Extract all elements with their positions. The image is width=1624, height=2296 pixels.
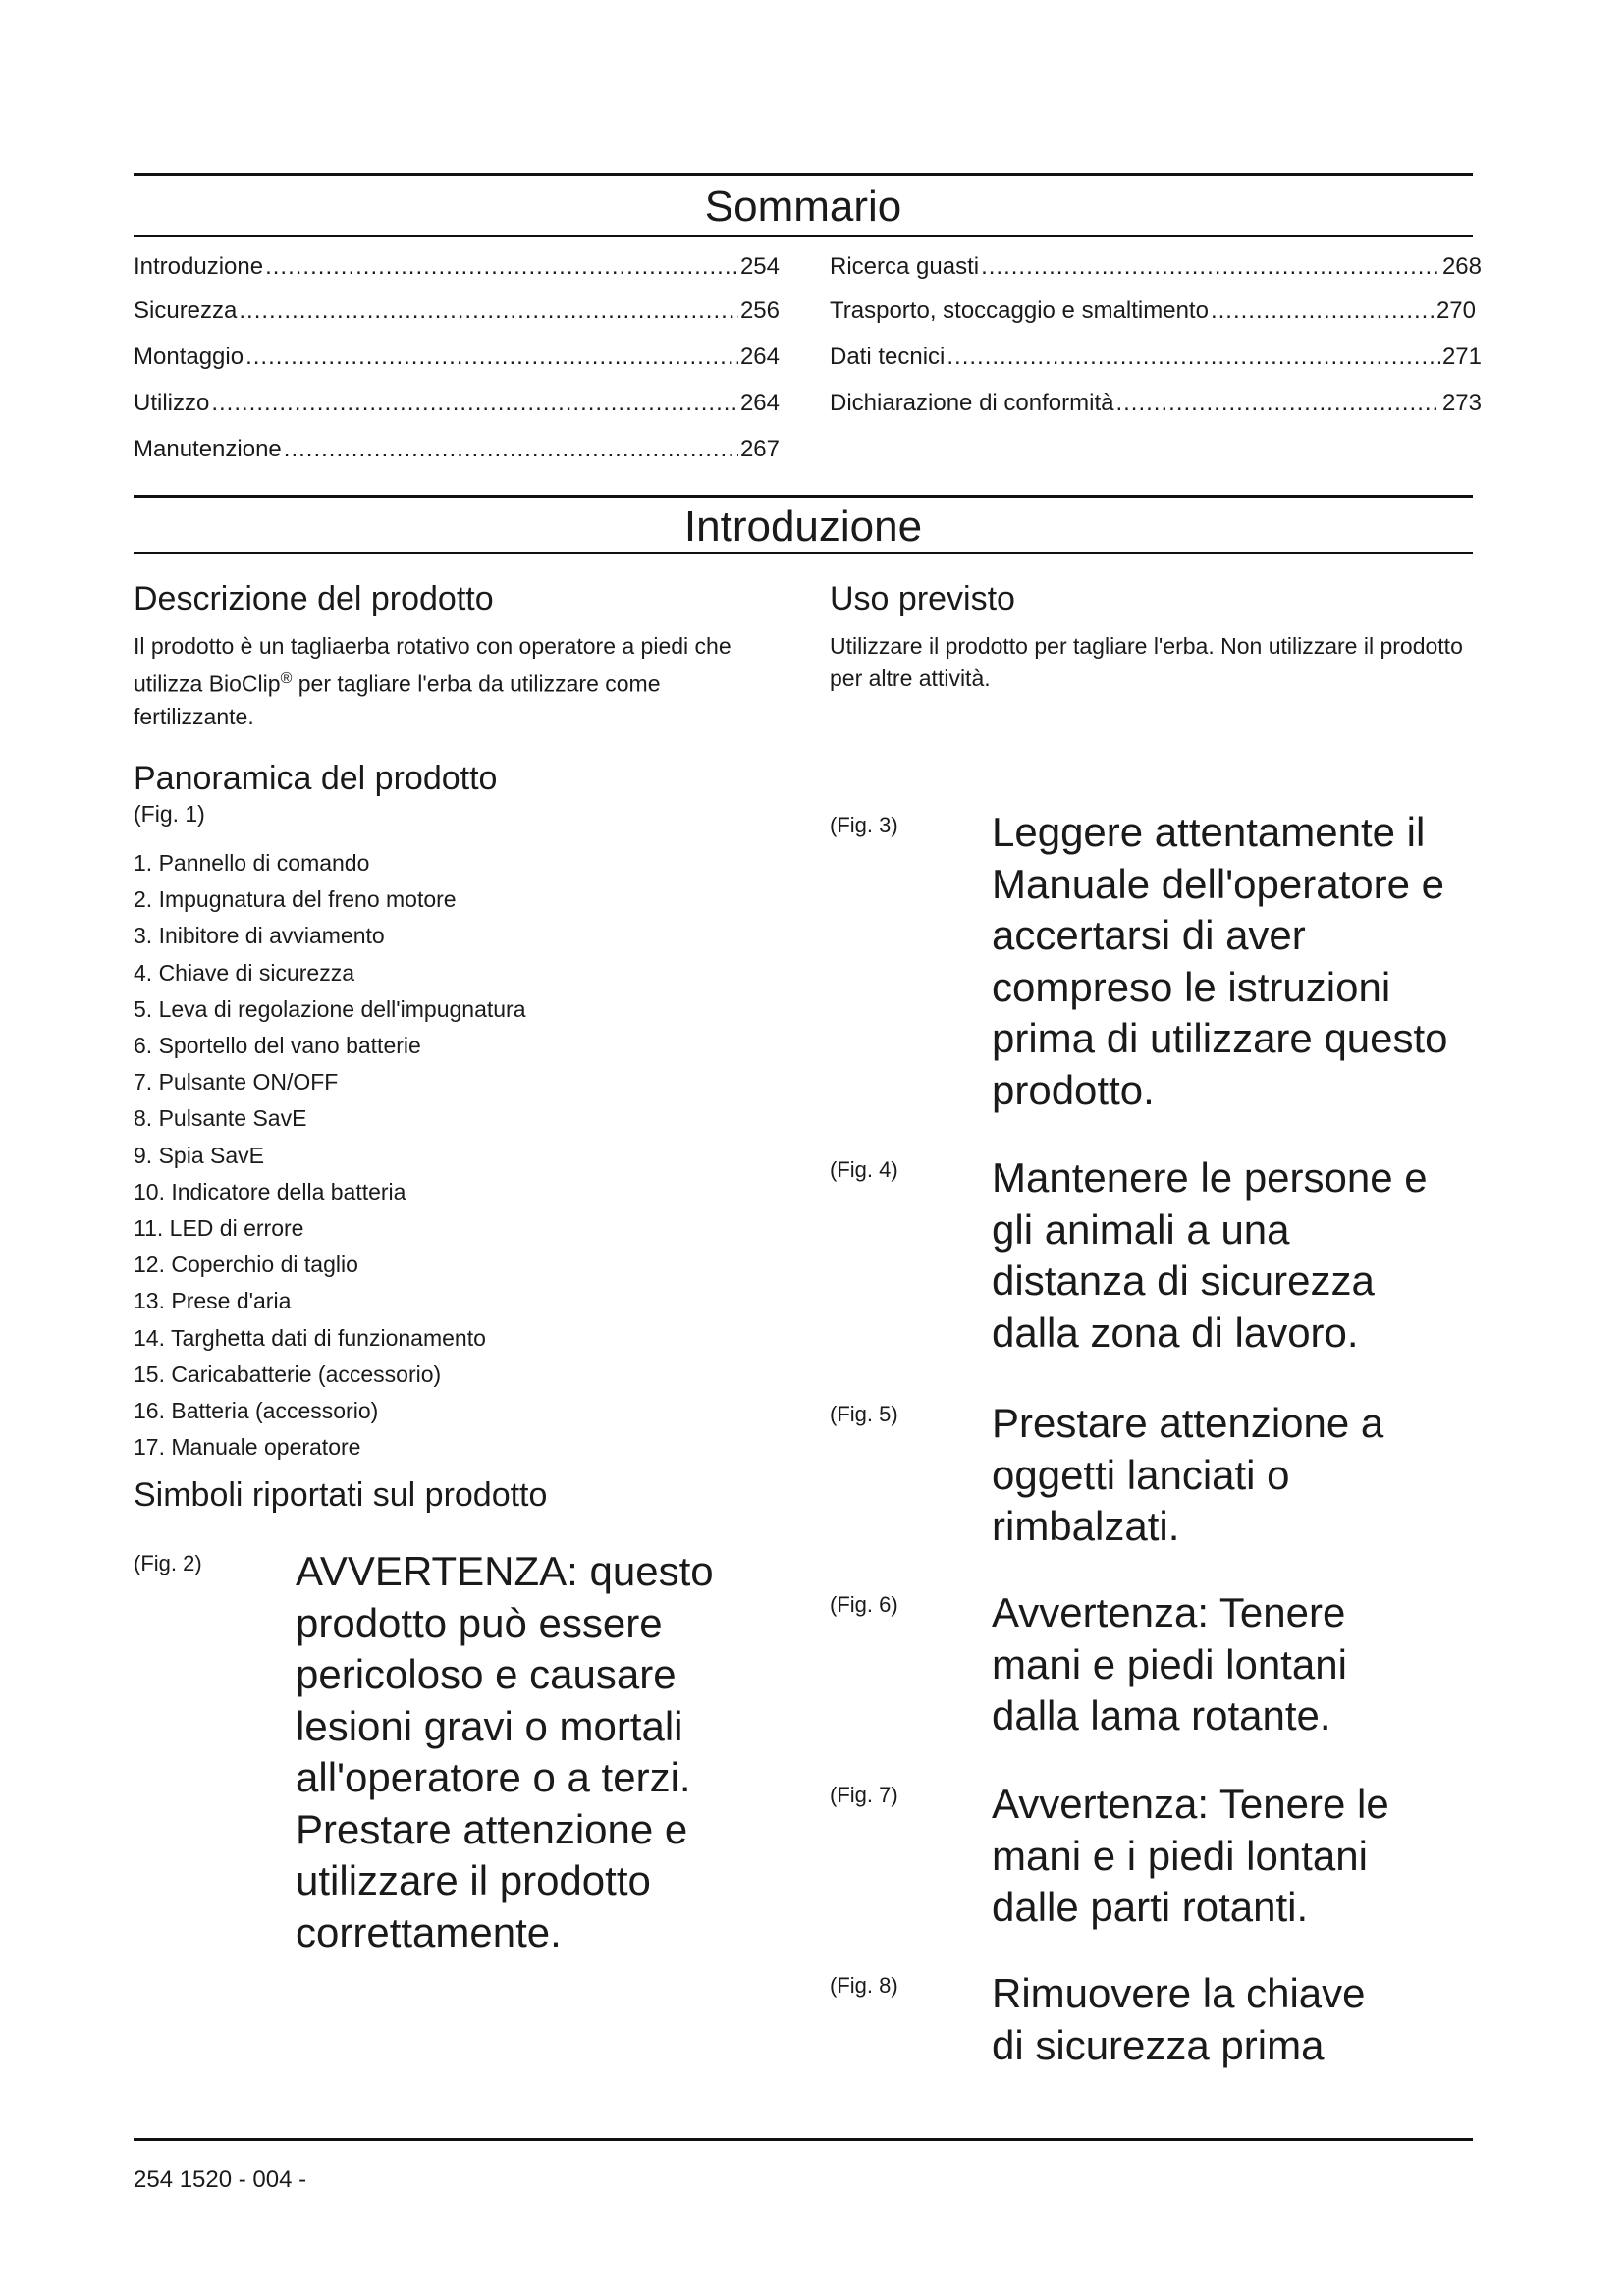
- list-item: 3. Inibitore di avviamento: [134, 923, 385, 949]
- fig7-ref: (Fig. 7): [830, 1783, 898, 1807]
- toc-entry-label: Introduzione: [134, 253, 264, 280]
- toc-bottom-rule: [134, 235, 1473, 237]
- list-item: 12. Coperchio di taglio: [134, 1252, 358, 1278]
- footer-rule: [134, 2138, 1473, 2141]
- descrizione-text: Il prodotto è un tagliaerba rotativo con operatore a piedi che utilizza BioClip® per tagliare l'erba da utilizzare come fertilizzante.: [134, 633, 731, 729]
- simboli-heading: Simboli riportati sul prodotto: [134, 1476, 548, 1514]
- toc-entry[interactable]: [134, 296, 780, 326]
- fig3-text: Leggere attentamente il Manuale dell'operatore e accertarsi di aver compreso le istruzioni prima di utilizzare questo prodotto.: [992, 809, 1448, 1113]
- fig2-ref: (Fig. 2): [134, 1551, 202, 1575]
- registered-mark: ®: [280, 670, 293, 687]
- toc-entry-page: 273: [1441, 390, 1482, 416]
- list-item: 9. Spia SavE: [134, 1142, 264, 1168]
- panoramica-heading: Panoramica del prodotto: [134, 760, 498, 797]
- list-item: 8. Pulsante SavE: [134, 1105, 307, 1132]
- toc-entry-label: Sicurezza: [134, 297, 238, 324]
- toc-top-rule: [134, 173, 1473, 176]
- toc-entry-label: Trasporto, stoccaggio e smaltimento: [830, 297, 1209, 324]
- toc-entry[interactable]: [830, 343, 1482, 372]
- intro-title: Introduzione: [683, 503, 923, 551]
- fig4-ref: (Fig. 4): [830, 1157, 898, 1182]
- fig5-ref: (Fig. 5): [830, 1402, 898, 1426]
- document-code: 254 1520 - 004 -: [134, 2166, 307, 2193]
- fig8-ref: (Fig. 8): [830, 1973, 898, 1998]
- list-item: 11. LED di errore: [134, 1215, 304, 1242]
- fig2-warning-text: AVVERTENZA: questo prodotto può essere pericoloso e causare lesioni gravi o mortali all'operatore o a terzi. Prestare attenzione e utilizzare il prodotto correttamente.: [296, 1548, 714, 1955]
- toc-entry-label: Dati tecnici: [830, 344, 946, 370]
- list-item: 6. Sportello del vano batterie: [134, 1033, 421, 1059]
- uso-text: Utilizzare il prodotto per tagliare l'erba. Non utilizzare il prodotto per altre attività.: [830, 633, 1463, 691]
- toc-entry-page: 268: [1441, 253, 1482, 280]
- fig4-text: Mantenere le persone e gli animali a una distanza di sicurezza dalla zona di lavoro.: [992, 1154, 1428, 1356]
- toc-entry-page: 254: [739, 253, 780, 280]
- toc-entry[interactable]: [830, 389, 1482, 418]
- toc-entry-page: 264: [739, 390, 780, 416]
- toc-entry-page: 271: [1441, 344, 1482, 370]
- toc-entry[interactable]: [134, 343, 780, 372]
- toc-entry-page: 267: [739, 436, 780, 462]
- fig3-ref: (Fig. 3): [830, 813, 898, 837]
- toc-entry-label: Montaggio: [134, 344, 244, 370]
- toc-entry-page: 264: [739, 344, 780, 370]
- intro-top-rule: [134, 495, 1473, 498]
- toc-entry[interactable]: [830, 296, 1476, 326]
- panoramica-fig-ref: (Fig. 1): [134, 801, 205, 827]
- toc-entry[interactable]: [134, 252, 780, 282]
- list-item: 15. Caricabatterie (accessorio): [134, 1361, 442, 1387]
- list-item: 10. Indicatore della batteria: [134, 1178, 406, 1204]
- toc-entry[interactable]: [830, 252, 1482, 282]
- list-item: 2. Impugnatura del freno motore: [134, 886, 457, 913]
- fig8-text: Rimuovere la chiave di sicurezza prima: [992, 1970, 1366, 2068]
- list-item: 17. Manuale operatore: [134, 1434, 361, 1461]
- toc-entry-label: Manutenzione: [134, 436, 282, 462]
- intro-bottom-rule: [134, 552, 1473, 554]
- fig6-text: Avvertenza: Tenere mani e piedi lontani dalla lama rotante.: [992, 1589, 1347, 1738]
- uso-heading: Uso previsto: [830, 580, 1015, 617]
- list-item: 14. Targhetta dati di funzionamento: [134, 1324, 486, 1351]
- list-item: 1. Pannello di comando: [134, 850, 370, 876]
- toc-title: Sommario: [704, 183, 902, 231]
- toc-entry-label: Dichiarazione di conformità: [830, 390, 1114, 416]
- descrizione-heading: Descrizione del prodotto: [134, 580, 494, 617]
- toc-entry-label: Utilizzo: [134, 390, 210, 416]
- fig7-text: Avvertenza: Tenere le mani e i piedi lontani dalle parti rotanti.: [992, 1781, 1389, 1930]
- list-item: 5. Leva di regolazione dell'impugnatura: [134, 995, 526, 1022]
- parts-list: [134, 845, 526, 1466]
- list-item: 7. Pulsante ON/OFF: [134, 1069, 339, 1095]
- toc-entry-page: 270: [1435, 297, 1476, 324]
- toc-entry-page: 256: [739, 297, 780, 324]
- list-item: 16. Batteria (accessorio): [134, 1398, 379, 1424]
- toc-entry-label: Ricerca guasti: [830, 253, 980, 280]
- toc-entry[interactable]: [134, 435, 780, 464]
- fig5-text: Prestare attenzione a oggetti lanciati o rimbalzati.: [992, 1400, 1384, 1549]
- toc-entry[interactable]: [134, 389, 780, 418]
- list-item: 13. Prese d'aria: [134, 1288, 292, 1314]
- list-item: 4. Chiave di sicurezza: [134, 959, 354, 986]
- fig6-ref: (Fig. 6): [830, 1592, 898, 1617]
